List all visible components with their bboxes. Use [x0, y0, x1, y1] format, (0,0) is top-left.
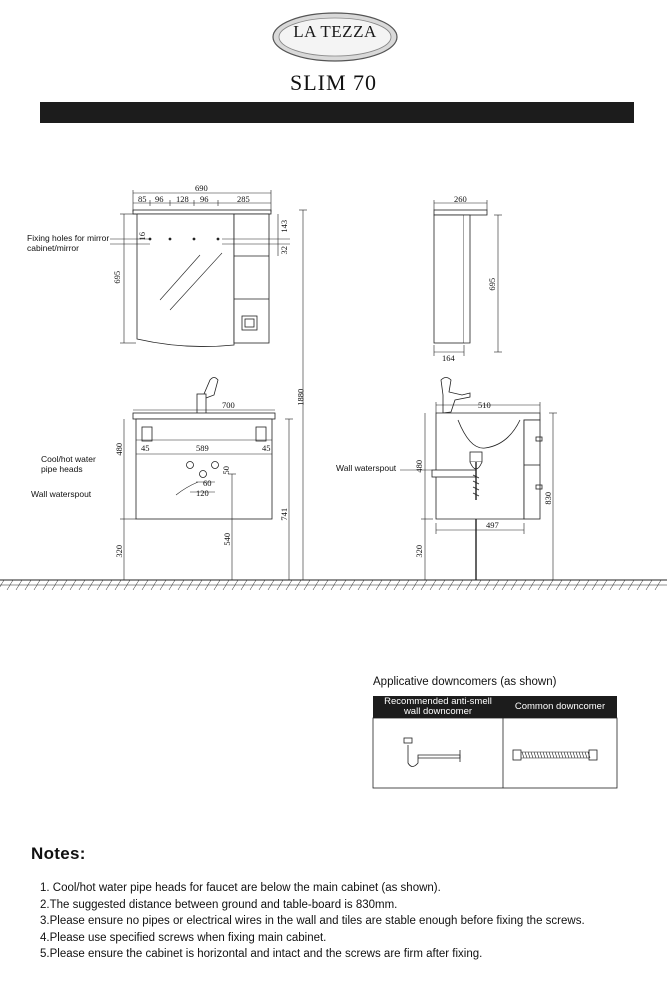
dim-mirror-width: 690 — [195, 183, 208, 193]
model-title: SLIM 70 — [289, 70, 378, 95]
dim-hole-side: 143 — [279, 219, 290, 233]
dim-side-bottom-depth: 497 — [486, 520, 499, 530]
dim-pipe-spacing: 589 — [196, 443, 209, 453]
dim-seg-2: 96 — [155, 194, 164, 204]
dim-pipe-h2: 50 — [221, 466, 231, 475]
dim-side-depth: 260 — [454, 194, 467, 204]
dim-seg-1: 85 — [138, 194, 147, 204]
downcomer-col-anti-smell — [373, 696, 503, 718]
dim-top-height-front: 741 — [279, 507, 290, 521]
dim-side-cabinet-height: 480 — [414, 459, 425, 473]
note-item: 3.Please ensure no pipes or electrical wires in the wall and tiles are stable enough before fixing the screws. — [40, 915, 585, 927]
dim-pipe-h1: 60 — [203, 478, 212, 488]
dim-cabinet-height-front: 480 — [114, 442, 125, 456]
label-fixing-holes: Fixing holes for mirror — [27, 233, 110, 243]
dim-seg-3: 128 — [176, 194, 189, 204]
dim-hole-top: 16 — [137, 232, 147, 241]
notes-list — [40, 880, 585, 963]
dim-side-total-height: 830 — [543, 491, 554, 505]
downcomer-col1-line2: wall downcomer — [403, 706, 473, 717]
notes-title: Notes: — [31, 844, 86, 863]
dim-seg-4: 96 — [200, 194, 209, 204]
mirror-cabinet-front — [133, 210, 271, 347]
dim-side-bottom: 164 — [442, 353, 455, 363]
brand-name: LA TEZZA — [293, 22, 377, 41]
label-pipe-heads-2: pipe heads — [41, 464, 83, 474]
dim-seg-5: 285 — [237, 194, 250, 204]
label-wall-waterspout-front: Wall waterspout — [31, 489, 92, 499]
downcomer-col-common: Common downcomer — [503, 696, 617, 718]
dim-side-height: 695 — [487, 277, 498, 291]
dim-drain-height: 540 — [222, 532, 233, 546]
downcomer-table — [373, 718, 617, 788]
dim-floor-gap-side: 320 — [414, 544, 425, 558]
downcomer-title: Applicative downcomers (as shown) — [373, 676, 557, 688]
dim-floor-gap-front: 320 — [114, 544, 125, 558]
dim-hole-left: 45 — [141, 443, 150, 453]
dim-side-cabinet-depth: 510 — [478, 400, 491, 410]
dim-pipe-spacing-small: 120 — [196, 488, 209, 498]
note-item: 5.Please ensure the cabinet is horizontal and intact and the screws are firm after fixing. — [40, 948, 483, 960]
note-item: 1. Cool/hot water pipe heads for faucet are below the main cabinet (as shown). — [40, 882, 441, 894]
label-fixing-holes-2: cabinet/mirror — [27, 243, 79, 253]
floor-line — [0, 580, 667, 590]
dim-cabinet-width: 700 — [222, 400, 235, 410]
downcomer-col1-line1: Recommended anti-smell — [384, 696, 492, 707]
dim-hole-right: 45 — [262, 443, 271, 453]
note-item: 2.The suggested distance between ground and table-board is 830mm. — [40, 898, 398, 911]
dim-hole-small: 32 — [279, 246, 289, 255]
note-item: 4.Please use specified screws when fixing main cabinet. — [40, 931, 327, 944]
dim-mirror-height: 695 — [112, 270, 123, 284]
label-pipe-heads-1: Cool/hot water — [41, 454, 96, 464]
label-wall-waterspout-side: Wall waterspout — [336, 463, 397, 473]
dim-total-height: 1880 — [295, 388, 306, 406]
